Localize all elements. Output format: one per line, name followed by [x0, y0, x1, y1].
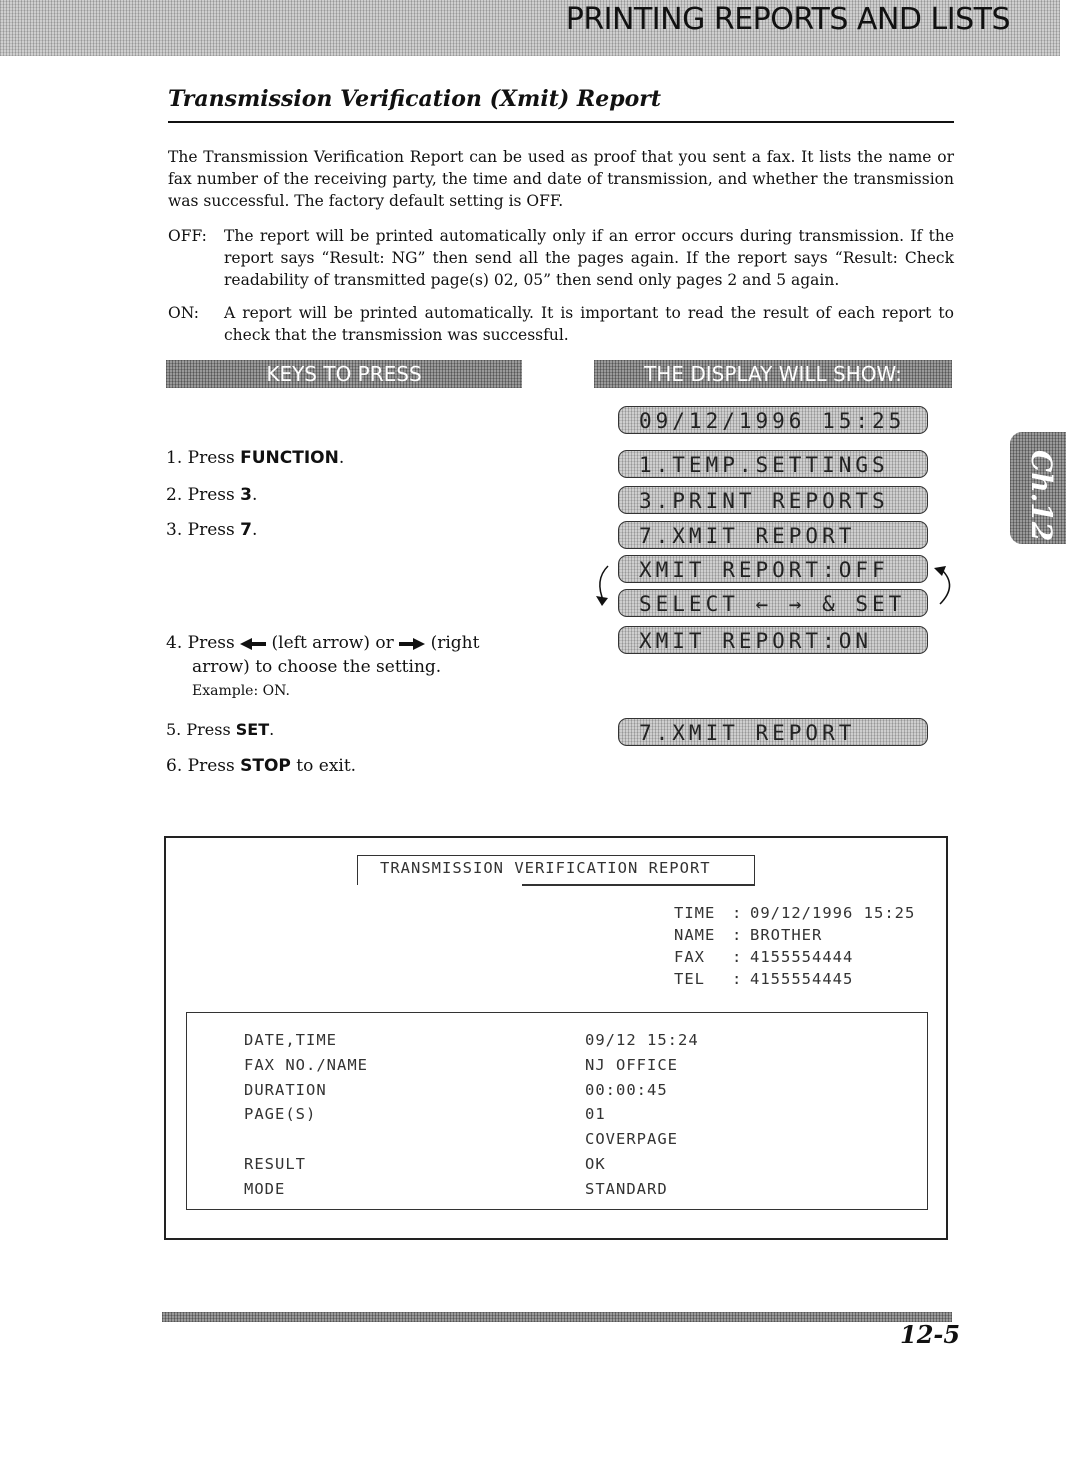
report-header-row: [674, 924, 915, 946]
detail-value: 00:00:45: [585, 1080, 668, 1099]
chapter-tab: [1010, 432, 1066, 544]
step-text: .: [251, 520, 258, 540]
detail-label: PAGE(S): [244, 1105, 317, 1124]
option-off: [168, 225, 954, 291]
step-number: 6.: [166, 756, 183, 776]
report-header-rows: [674, 902, 915, 990]
header-label: NAME: [674, 926, 716, 944]
step-text: Press: [187, 448, 241, 468]
lcd-xmit-on: XMIT REPORT:ON: [618, 626, 928, 654]
step-text: Press: [187, 633, 241, 653]
lcd-date-time: 09/12/1996 15:25: [618, 406, 928, 434]
step-3: [166, 520, 257, 540]
step-2: [166, 485, 257, 505]
detail-label: DURATION: [244, 1080, 327, 1099]
detail-label: MODE: [244, 1179, 286, 1198]
header-value: 4155554444: [750, 948, 854, 966]
detail-label: DATE,TIME: [244, 1031, 337, 1049]
option-on-label: ON:: [168, 304, 199, 322]
detail-label: [244, 1127, 368, 1152]
step-1: [166, 448, 344, 468]
step-4: [166, 631, 546, 703]
header-title: PRINTING REPORTS AND LISTS: [565, 2, 1010, 37]
section-title: Transmission Verification (Xmit) Report: [168, 86, 662, 112]
key-7: 7: [240, 520, 252, 540]
step-text: .: [338, 448, 345, 468]
step-text: to exit.: [290, 756, 357, 776]
step-text: (right: [425, 633, 480, 653]
detail-value: COVERPAGE: [585, 1130, 678, 1149]
key-set: SET: [235, 720, 270, 739]
step-number: 3.: [166, 520, 183, 540]
key-function: FUNCTION: [240, 448, 339, 468]
step-6: [166, 756, 356, 776]
header-separator: :: [732, 926, 743, 944]
detail-label: FAX NO./NAME: [244, 1055, 368, 1074]
step-number: 1.: [166, 448, 183, 468]
header-label: TEL: [674, 970, 705, 988]
header-value: 09/12/1996 15:25: [750, 904, 916, 922]
lcd-print-reports: 3.PRINT REPORTS: [618, 486, 928, 514]
lcd-xmit-off: XMIT REPORT:OFF: [618, 555, 928, 583]
keys-to-press-header: KEYS TO PRESS: [166, 360, 522, 388]
step-text: Press: [187, 485, 241, 505]
detail-value: STANDARD: [585, 1179, 668, 1198]
header-separator: :: [732, 970, 743, 988]
step-number: 5.: [166, 720, 182, 739]
detail-value: NJ OFFICE: [585, 1055, 678, 1074]
step-number: 2.: [166, 485, 183, 505]
page-number: 12-5: [900, 1320, 961, 1349]
option-off-label: OFF:: [168, 227, 207, 245]
report-detail-values: [585, 1028, 699, 1202]
report-header-row: [674, 946, 915, 968]
step-text: (left arrow) or: [266, 633, 400, 653]
report-header-row: [674, 902, 915, 924]
lcd-xmit-report-final: 7.XMIT REPORT: [618, 718, 928, 746]
option-on: [168, 302, 954, 346]
left-arrow-icon: [240, 638, 266, 650]
detail-label: RESULT: [244, 1154, 306, 1173]
detail-value: 09/12 15:24: [585, 1031, 699, 1049]
chapter-tab-label: Ch.12: [1025, 450, 1058, 542]
lcd-xmit-report: 7.XMIT REPORT: [618, 521, 928, 549]
intro-paragraph: The Transmission Verification Report can be used as proof that you sent a fax. It lists the name or fax number of the receiving party, the time and date of transmission, and whether the transmission was successful. The factory default setting is OFF.: [168, 148, 954, 210]
detail-value: 01: [585, 1105, 606, 1124]
report-title-underline: [522, 884, 755, 886]
report-title: TRANSMISSION VERIFICATION REPORT: [380, 859, 711, 877]
step-text: Press: [186, 720, 236, 739]
report-title-box: [357, 855, 755, 885]
step-text: Press: [187, 520, 241, 540]
report-header-row: [674, 968, 915, 990]
header-separator: :: [732, 948, 743, 966]
step-5: [166, 720, 274, 739]
key-stop: STOP: [240, 756, 291, 776]
title-rule: [168, 121, 954, 123]
header-label: FAX: [674, 948, 705, 966]
step-number: 4.: [166, 633, 183, 653]
option-on-text: A report will be printed automatically. It is important to read the result of each report to check that the transmission was successful.: [224, 304, 954, 344]
header-value: BROTHER: [750, 926, 823, 944]
display-will-show-header: THE DISPLAY WILL SHOW:: [594, 360, 952, 388]
detail-value: OK: [585, 1154, 606, 1173]
footer-rule: [162, 1312, 952, 1322]
step-text: arrow) to choose the setting.: [192, 657, 442, 677]
key-3: 3: [240, 485, 252, 505]
step-text: Press: [187, 756, 241, 776]
option-off-text: The report will be printed automatically only if an error occurs during transmission. If the report says “Result: NG” then send all the pages again. If the report says “Result: Check readability of transmitted page(s) 02, 05” then send only pages 2 and 5 again.: [224, 227, 954, 289]
step-text: .: [251, 485, 258, 505]
header-banner: [0, 0, 1060, 56]
step-text: .: [269, 720, 275, 739]
header-separator: :: [732, 904, 743, 922]
lcd-select-set: SELECT ← → & SET: [618, 589, 928, 617]
header-label: TIME: [674, 904, 716, 922]
lcd-temp-settings: 1.TEMP.SETTINGS: [618, 450, 928, 478]
step-example: Example: ON.: [192, 683, 290, 699]
report-detail-labels: [244, 1028, 368, 1202]
right-arrow-icon: [399, 638, 425, 650]
alternate-right-arrow-icon: [930, 562, 960, 610]
alternate-left-arrow-icon: [590, 562, 620, 610]
header-value: 4155554445: [750, 970, 854, 988]
